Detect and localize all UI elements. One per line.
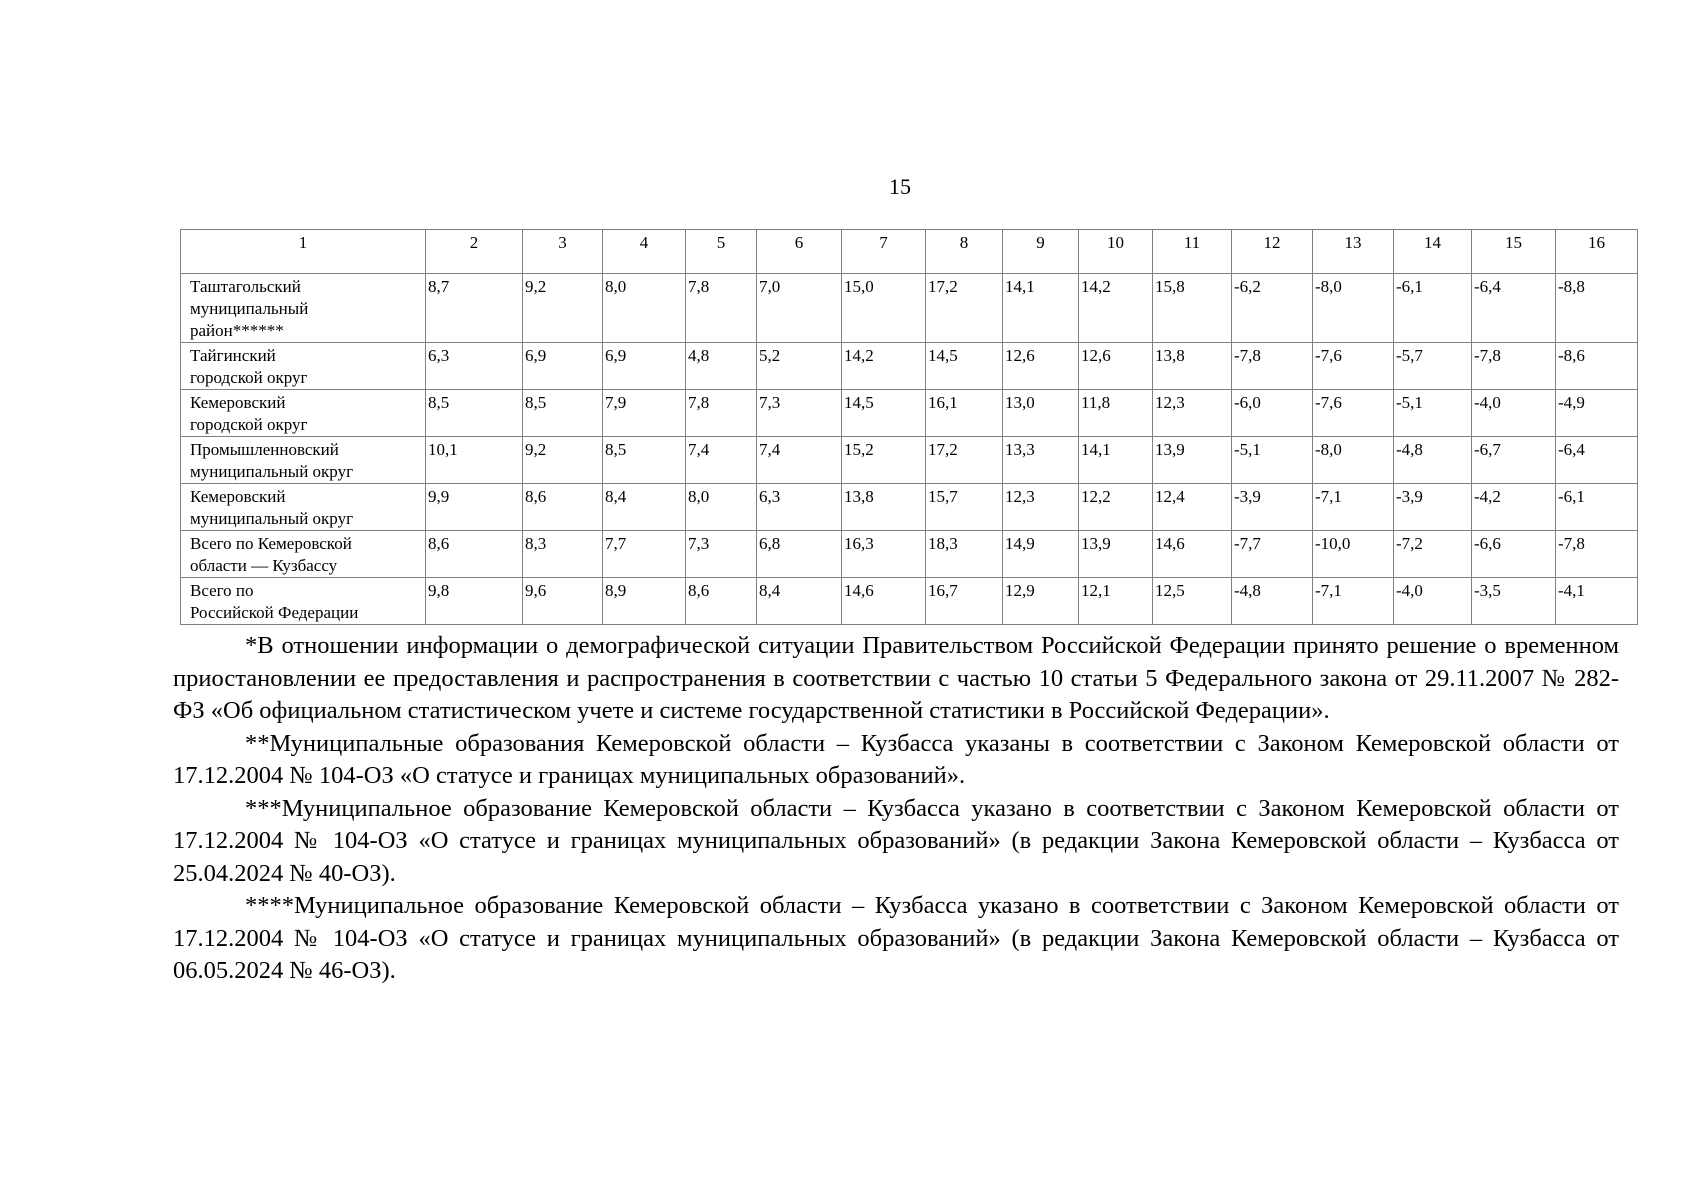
table-cell: -6,2 bbox=[1232, 274, 1313, 343]
table-cell: 14,5 bbox=[842, 390, 926, 437]
table-cell: 6,9 bbox=[523, 343, 603, 390]
table-cell: -5,1 bbox=[1232, 437, 1313, 484]
table-cell: -6,7 bbox=[1472, 437, 1556, 484]
table-cell: -7,1 bbox=[1313, 578, 1394, 625]
row-label bbox=[181, 531, 426, 578]
table-cell: -4,9 bbox=[1556, 390, 1638, 437]
column-header: 11 bbox=[1153, 230, 1232, 274]
table-cell: -7,7 bbox=[1232, 531, 1313, 578]
table-cell: 9,2 bbox=[523, 437, 603, 484]
footnote: **Муниципальные образования Кемеровской области – Кузбасса указаны в соответствии с Законом Кемеровской области от 17.12.2004 № 104-ОЗ «О статусе и границах муниципальных образований». bbox=[173, 729, 1619, 789]
table-cell: 9,9 bbox=[426, 484, 523, 531]
table-cell: -4,2 bbox=[1472, 484, 1556, 531]
table-row bbox=[181, 343, 1638, 390]
row-label-line: области — Кузбассу bbox=[190, 556, 338, 575]
table-cell: 12,2 bbox=[1079, 484, 1153, 531]
row-label bbox=[181, 274, 426, 343]
table-cell: 13,8 bbox=[1153, 343, 1232, 390]
row-label-line: Кемеровский bbox=[190, 393, 286, 412]
table-cell: 8,6 bbox=[686, 578, 757, 625]
table-cell: 8,0 bbox=[686, 484, 757, 531]
table-cell: -6,4 bbox=[1556, 437, 1638, 484]
table-cell: 15,7 bbox=[926, 484, 1003, 531]
row-label bbox=[181, 343, 426, 390]
table-cell: 9,2 bbox=[523, 274, 603, 343]
row-label-line: Российской Федерации bbox=[190, 603, 359, 622]
table-cell: 7,8 bbox=[686, 274, 757, 343]
table-cell: 10,1 bbox=[426, 437, 523, 484]
table-cell: 13,9 bbox=[1153, 437, 1232, 484]
table-cell: 14,6 bbox=[1153, 531, 1232, 578]
table-cell: 12,4 bbox=[1153, 484, 1232, 531]
table-cell: 7,0 bbox=[757, 274, 842, 343]
table-cell: -6,4 bbox=[1472, 274, 1556, 343]
table-cell: -7,6 bbox=[1313, 390, 1394, 437]
column-header: 7 bbox=[842, 230, 926, 274]
table-cell: 15,2 bbox=[842, 437, 926, 484]
footnote: *В отношении информации о демографической ситуации Правительством Российской Федерации принято решение о временном приостановлении ее предоставления и распространения в соответствии с частью 10 статьи 5 Федерального закона от 29.11.2007 № 282-ФЗ «Об официальном статистическом учете и системе государственной статистики в Российской Федерации». bbox=[173, 632, 1619, 724]
row-label-line: муниципальный округ bbox=[190, 462, 354, 481]
table-cell: 17,2 bbox=[926, 274, 1003, 343]
table-cell: -6,6 bbox=[1472, 531, 1556, 578]
column-header: 16 bbox=[1556, 230, 1638, 274]
table-cell: 7,4 bbox=[757, 437, 842, 484]
footnote: ****Муниципальное образование Кемеровской области – Кузбасса указано в соответствии с Законом Кемеровской области от 17.12.2004 № 104-ОЗ «О статусе и границах муниципальных образований» (в редакции Закона Кемеровской области – Кузбасса от 06.05.2024 № 46-ОЗ). bbox=[173, 892, 1619, 984]
table-cell: -3,5 bbox=[1472, 578, 1556, 625]
table-cell: 12,9 bbox=[1003, 578, 1079, 625]
table-cell: -7,8 bbox=[1472, 343, 1556, 390]
table-cell: -6,1 bbox=[1394, 274, 1472, 343]
table-cell: 12,3 bbox=[1003, 484, 1079, 531]
table-cell: 7,4 bbox=[686, 437, 757, 484]
table-cell: -7,1 bbox=[1313, 484, 1394, 531]
table-cell: 8,7 bbox=[426, 274, 523, 343]
table-cell: 12,6 bbox=[1079, 343, 1153, 390]
table-cell: -6,1 bbox=[1556, 484, 1638, 531]
table-cell: 8,5 bbox=[426, 390, 523, 437]
table-cell: -4,8 bbox=[1394, 437, 1472, 484]
table-cell: -5,7 bbox=[1394, 343, 1472, 390]
table-cell: 4,8 bbox=[686, 343, 757, 390]
table-row bbox=[181, 484, 1638, 531]
table-cell: 16,3 bbox=[842, 531, 926, 578]
table-cell: -6,0 bbox=[1232, 390, 1313, 437]
row-label-line: муниципальный округ bbox=[190, 509, 354, 528]
table-cell: 8,0 bbox=[603, 274, 686, 343]
table-cell: 8,6 bbox=[523, 484, 603, 531]
row-label-line: Кемеровский bbox=[190, 487, 286, 506]
column-header: 13 bbox=[1313, 230, 1394, 274]
table-cell: 14,1 bbox=[1079, 437, 1153, 484]
table-cell: 5,2 bbox=[757, 343, 842, 390]
table-cell: 7,7 bbox=[603, 531, 686, 578]
table-cell: 7,3 bbox=[757, 390, 842, 437]
row-label bbox=[181, 437, 426, 484]
table-row bbox=[181, 531, 1638, 578]
row-label-line: Тайгинский bbox=[190, 346, 276, 365]
table-cell: 13,3 bbox=[1003, 437, 1079, 484]
table-cell: 7,8 bbox=[686, 390, 757, 437]
row-label-line: Промышленновский bbox=[190, 440, 339, 459]
column-header: 12 bbox=[1232, 230, 1313, 274]
table-cell: -8,0 bbox=[1313, 437, 1394, 484]
table-cell: -8,8 bbox=[1556, 274, 1638, 343]
statistics-table bbox=[180, 229, 1638, 625]
row-label-line: Таштагольский bbox=[190, 277, 301, 296]
column-header: 14 bbox=[1394, 230, 1472, 274]
table-cell: 14,2 bbox=[842, 343, 926, 390]
footnote: ***Муниципальное образование Кемеровской области – Кузбасса указано в соответствии с Законом Кемеровской области от 17.12.2004 № 104-ОЗ «О статусе и границах муниципальных образований» (в редакции Закона Кемеровской области – Кузбасса от 25.04.2024 № 40-ОЗ). bbox=[173, 794, 1619, 887]
table-cell: 17,2 bbox=[926, 437, 1003, 484]
table-row bbox=[181, 437, 1638, 484]
row-label bbox=[181, 390, 426, 437]
table-cell: 6,3 bbox=[426, 343, 523, 390]
table-cell: 9,8 bbox=[426, 578, 523, 625]
column-header: 2 bbox=[426, 230, 523, 274]
table-cell: 8,9 bbox=[603, 578, 686, 625]
table-row bbox=[181, 390, 1638, 437]
table-cell: 6,9 bbox=[603, 343, 686, 390]
table-cell: 8,6 bbox=[426, 531, 523, 578]
table-cell: -3,9 bbox=[1394, 484, 1472, 531]
column-header: 15 bbox=[1472, 230, 1556, 274]
table-cell: 13,0 bbox=[1003, 390, 1079, 437]
table-cell: 8,4 bbox=[757, 578, 842, 625]
row-label bbox=[181, 484, 426, 531]
table-cell: -4,0 bbox=[1472, 390, 1556, 437]
table-cell: 12,5 bbox=[1153, 578, 1232, 625]
table-cell: 16,1 bbox=[926, 390, 1003, 437]
table-cell: 8,4 bbox=[603, 484, 686, 531]
table-cell: -4,1 bbox=[1556, 578, 1638, 625]
table-cell: -7,6 bbox=[1313, 343, 1394, 390]
table-header-row bbox=[181, 230, 1638, 274]
table-cell: 11,8 bbox=[1079, 390, 1153, 437]
table-cell: 15,8 bbox=[1153, 274, 1232, 343]
table-cell: 8,3 bbox=[523, 531, 603, 578]
table-cell: 14,6 bbox=[842, 578, 926, 625]
page-number: 15 bbox=[889, 174, 911, 199]
column-header: 8 bbox=[926, 230, 1003, 274]
table-cell: -4,8 bbox=[1232, 578, 1313, 625]
row-label-line: муниципальный bbox=[190, 299, 309, 318]
column-header: 4 bbox=[603, 230, 686, 274]
table-cell: -7,2 bbox=[1394, 531, 1472, 578]
table-cell: 14,1 bbox=[1003, 274, 1079, 343]
table-cell: -10,0 bbox=[1313, 531, 1394, 578]
table-cell: -4,0 bbox=[1394, 578, 1472, 625]
column-header: 9 bbox=[1003, 230, 1079, 274]
column-header: 1 bbox=[181, 230, 426, 274]
table-cell: -7,8 bbox=[1556, 531, 1638, 578]
table-cell: 8,5 bbox=[523, 390, 603, 437]
table-cell: 12,6 bbox=[1003, 343, 1079, 390]
table-cell: 6,3 bbox=[757, 484, 842, 531]
table-row bbox=[181, 578, 1638, 625]
table-cell: 14,5 bbox=[926, 343, 1003, 390]
table-cell: -8,0 bbox=[1313, 274, 1394, 343]
row-label-line: Всего по Кемеровской bbox=[190, 534, 352, 553]
table-cell: -3,9 bbox=[1232, 484, 1313, 531]
row-label-line: Всего по bbox=[190, 581, 254, 600]
table-cell: 12,1 bbox=[1079, 578, 1153, 625]
table-cell: 7,3 bbox=[686, 531, 757, 578]
row-label-line: городской округ bbox=[190, 368, 308, 387]
table-cell: 7,9 bbox=[603, 390, 686, 437]
table-cell: 13,9 bbox=[1079, 531, 1153, 578]
table-row bbox=[181, 274, 1638, 343]
row-label bbox=[181, 578, 426, 625]
row-label-line: район****** bbox=[190, 321, 284, 340]
table-cell: 18,3 bbox=[926, 531, 1003, 578]
table-cell: 12,3 bbox=[1153, 390, 1232, 437]
table-cell: 14,2 bbox=[1079, 274, 1153, 343]
column-header: 5 bbox=[686, 230, 757, 274]
table-cell: -5,1 bbox=[1394, 390, 1472, 437]
table-cell: -8,6 bbox=[1556, 343, 1638, 390]
column-header: 10 bbox=[1079, 230, 1153, 274]
table-cell: 16,7 bbox=[926, 578, 1003, 625]
table-cell: 14,9 bbox=[1003, 531, 1079, 578]
table-cell: 8,5 bbox=[603, 437, 686, 484]
table-cell: 9,6 bbox=[523, 578, 603, 625]
footnotes bbox=[173, 630, 1619, 988]
table-cell: 15,0 bbox=[842, 274, 926, 343]
table-cell: -7,8 bbox=[1232, 343, 1313, 390]
column-header: 6 bbox=[757, 230, 842, 274]
table-cell: 6,8 bbox=[757, 531, 842, 578]
table-cell: 13,8 bbox=[842, 484, 926, 531]
column-header: 3 bbox=[523, 230, 603, 274]
row-label-line: городской округ bbox=[190, 415, 308, 434]
